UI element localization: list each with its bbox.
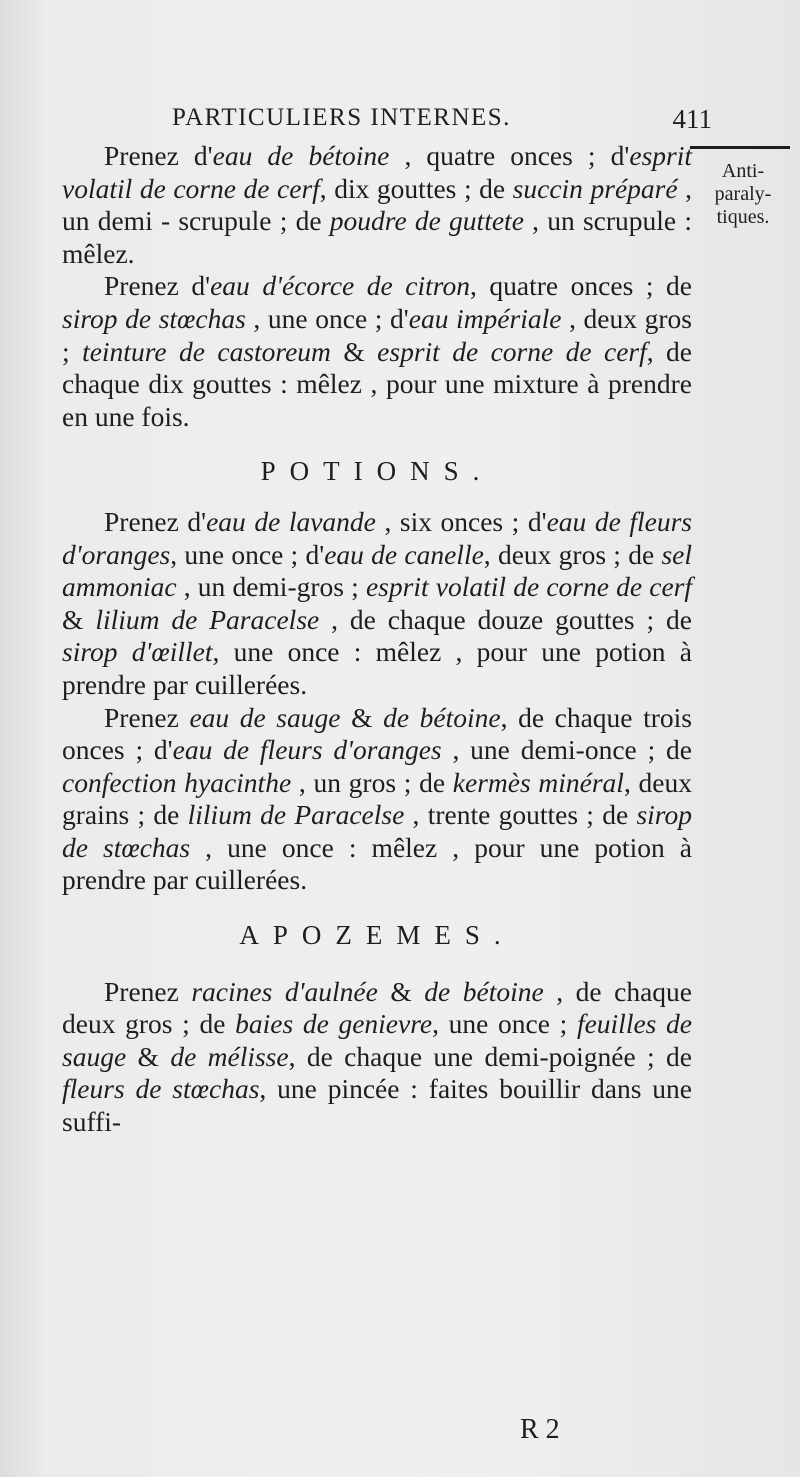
- text-run: , de chaque deux gros ; de: [62, 975, 693, 1040]
- section-heading: APOZEMES.: [239, 920, 515, 951]
- italic-term: racines d'aulnée: [191, 975, 378, 1007]
- italic-term: de bétoine: [383, 701, 501, 733]
- text-run: , de chaque trois onces ; d': [62, 701, 693, 766]
- text-run: , trente gouttes ; de: [404, 799, 637, 831]
- text-run: Prenez: [104, 701, 190, 733]
- text-run: Prenez: [104, 975, 192, 1007]
- text-run: , une once ; d': [245, 302, 409, 334]
- text-run: &: [340, 701, 384, 733]
- page-body: [62, 140, 692, 1139]
- text-run: , une pincée : faites bouillir dans une suffi-: [62, 1073, 692, 1138]
- italic-term: de mélisse: [170, 1040, 289, 1072]
- italic-term: de bétoine: [424, 975, 544, 1007]
- text-run: , une demi-once ; de: [441, 734, 692, 766]
- margin-note-line: Anti-: [721, 160, 765, 182]
- text-run: , une once ;: [432, 1008, 577, 1040]
- italic-term: poudre de guttete: [329, 205, 524, 237]
- margin-note-line: tiques.: [716, 206, 770, 228]
- text-run: , deux grains ; de: [62, 766, 692, 831]
- italic-term: confection hyacinthe: [62, 766, 292, 798]
- text-run: &: [62, 603, 96, 635]
- italic-term: sirop de stœchas: [62, 799, 692, 863]
- text-run: , de chaque douze gouttes ; de: [319, 603, 693, 635]
- italic-term: sirop de stœchas: [62, 302, 246, 334]
- italic-term: eau de fleurs d'oranges: [62, 505, 692, 570]
- italic-term: succin préparé: [512, 172, 678, 204]
- italic-term: esprit volatil de corne de cerf: [62, 140, 692, 204]
- margin-note: [690, 160, 796, 229]
- margin-note-line: paraly-: [714, 183, 772, 205]
- text-run: Prenez d': [104, 270, 211, 302]
- text-run: &: [126, 1040, 171, 1072]
- text-run: , quatre onces ; d': [389, 140, 630, 171]
- italic-term: sirop d'œillet: [62, 636, 213, 668]
- italic-term: teinture de castoreum: [82, 335, 331, 367]
- text-run: , un demi - scrupule ; de: [62, 172, 692, 237]
- text-run: Prenez d': [104, 505, 207, 537]
- text-run: , quatre onces ; de: [469, 270, 693, 302]
- text-run: , deux gros ;: [62, 302, 692, 367]
- italic-term: sel ammoniac: [62, 538, 693, 603]
- text-run: , de chaque une demi-poignée ; de: [288, 1040, 692, 1072]
- text-run: , un gros ; de: [291, 766, 453, 798]
- text-run: &: [377, 975, 425, 1007]
- text-run: , une once ; d': [170, 538, 325, 570]
- paragraph: [62, 506, 692, 702]
- italic-term: eau de lavande: [206, 505, 376, 537]
- italic-term: eau de fleurs d'oranges: [172, 734, 442, 766]
- italic-term: esprit de corne de cerf: [377, 335, 647, 367]
- italic-term: feuilles de sauge: [62, 1008, 692, 1072]
- text-run: Prenez d': [104, 140, 213, 171]
- page-number: 411: [672, 104, 712, 134]
- italic-term: eau de canelle: [324, 538, 484, 570]
- text-run: , un scrupule : mêlez.: [62, 205, 692, 269]
- italic-term: kermès minéral: [452, 766, 624, 798]
- page-header: [60, 104, 712, 140]
- italic-term: eau de bétoine: [212, 140, 390, 171]
- paragraph: [62, 270, 692, 433]
- italic-term: eau de sauge: [189, 701, 341, 733]
- text-run: , un demi-gros ;: [176, 571, 366, 603]
- text-run: , une once : mêlez , pour une potion à prendre par cuillerées.: [62, 636, 692, 700]
- italic-term: fleurs de stœchas: [62, 1073, 260, 1105]
- italic-term: eau d'écorce de citron: [210, 270, 470, 302]
- text-run: , une once : mêlez , pour une potion à prendre par cuillerées.: [62, 831, 692, 896]
- text-run: , deux gros ; de: [483, 538, 662, 570]
- running-head: PARTICULIERS INTERNES.: [172, 104, 511, 131]
- paragraph: [62, 702, 692, 898]
- italic-term: lilium de Paracelse: [187, 799, 405, 831]
- margin-rule: [690, 146, 790, 149]
- catchword: R 2: [520, 1414, 560, 1445]
- italic-term: lilium de Paracelse: [95, 603, 320, 635]
- text-run: , dix gouttes ; de: [319, 172, 513, 204]
- text-run: &: [330, 335, 378, 367]
- paragraph: [62, 140, 692, 270]
- italic-term: baies de genievre: [235, 1008, 433, 1040]
- paragraph: [62, 976, 692, 1139]
- italic-term: esprit volatil de corne de cerf: [365, 571, 692, 603]
- section-heading: POTIONS.: [260, 456, 494, 487]
- text-run: , de chaque dix gouttes : mêlez , pour une mixture à prendre en une fois.: [62, 335, 693, 432]
- italic-term: eau impériale: [408, 302, 562, 334]
- text-run: , six onces ; d': [375, 505, 547, 537]
